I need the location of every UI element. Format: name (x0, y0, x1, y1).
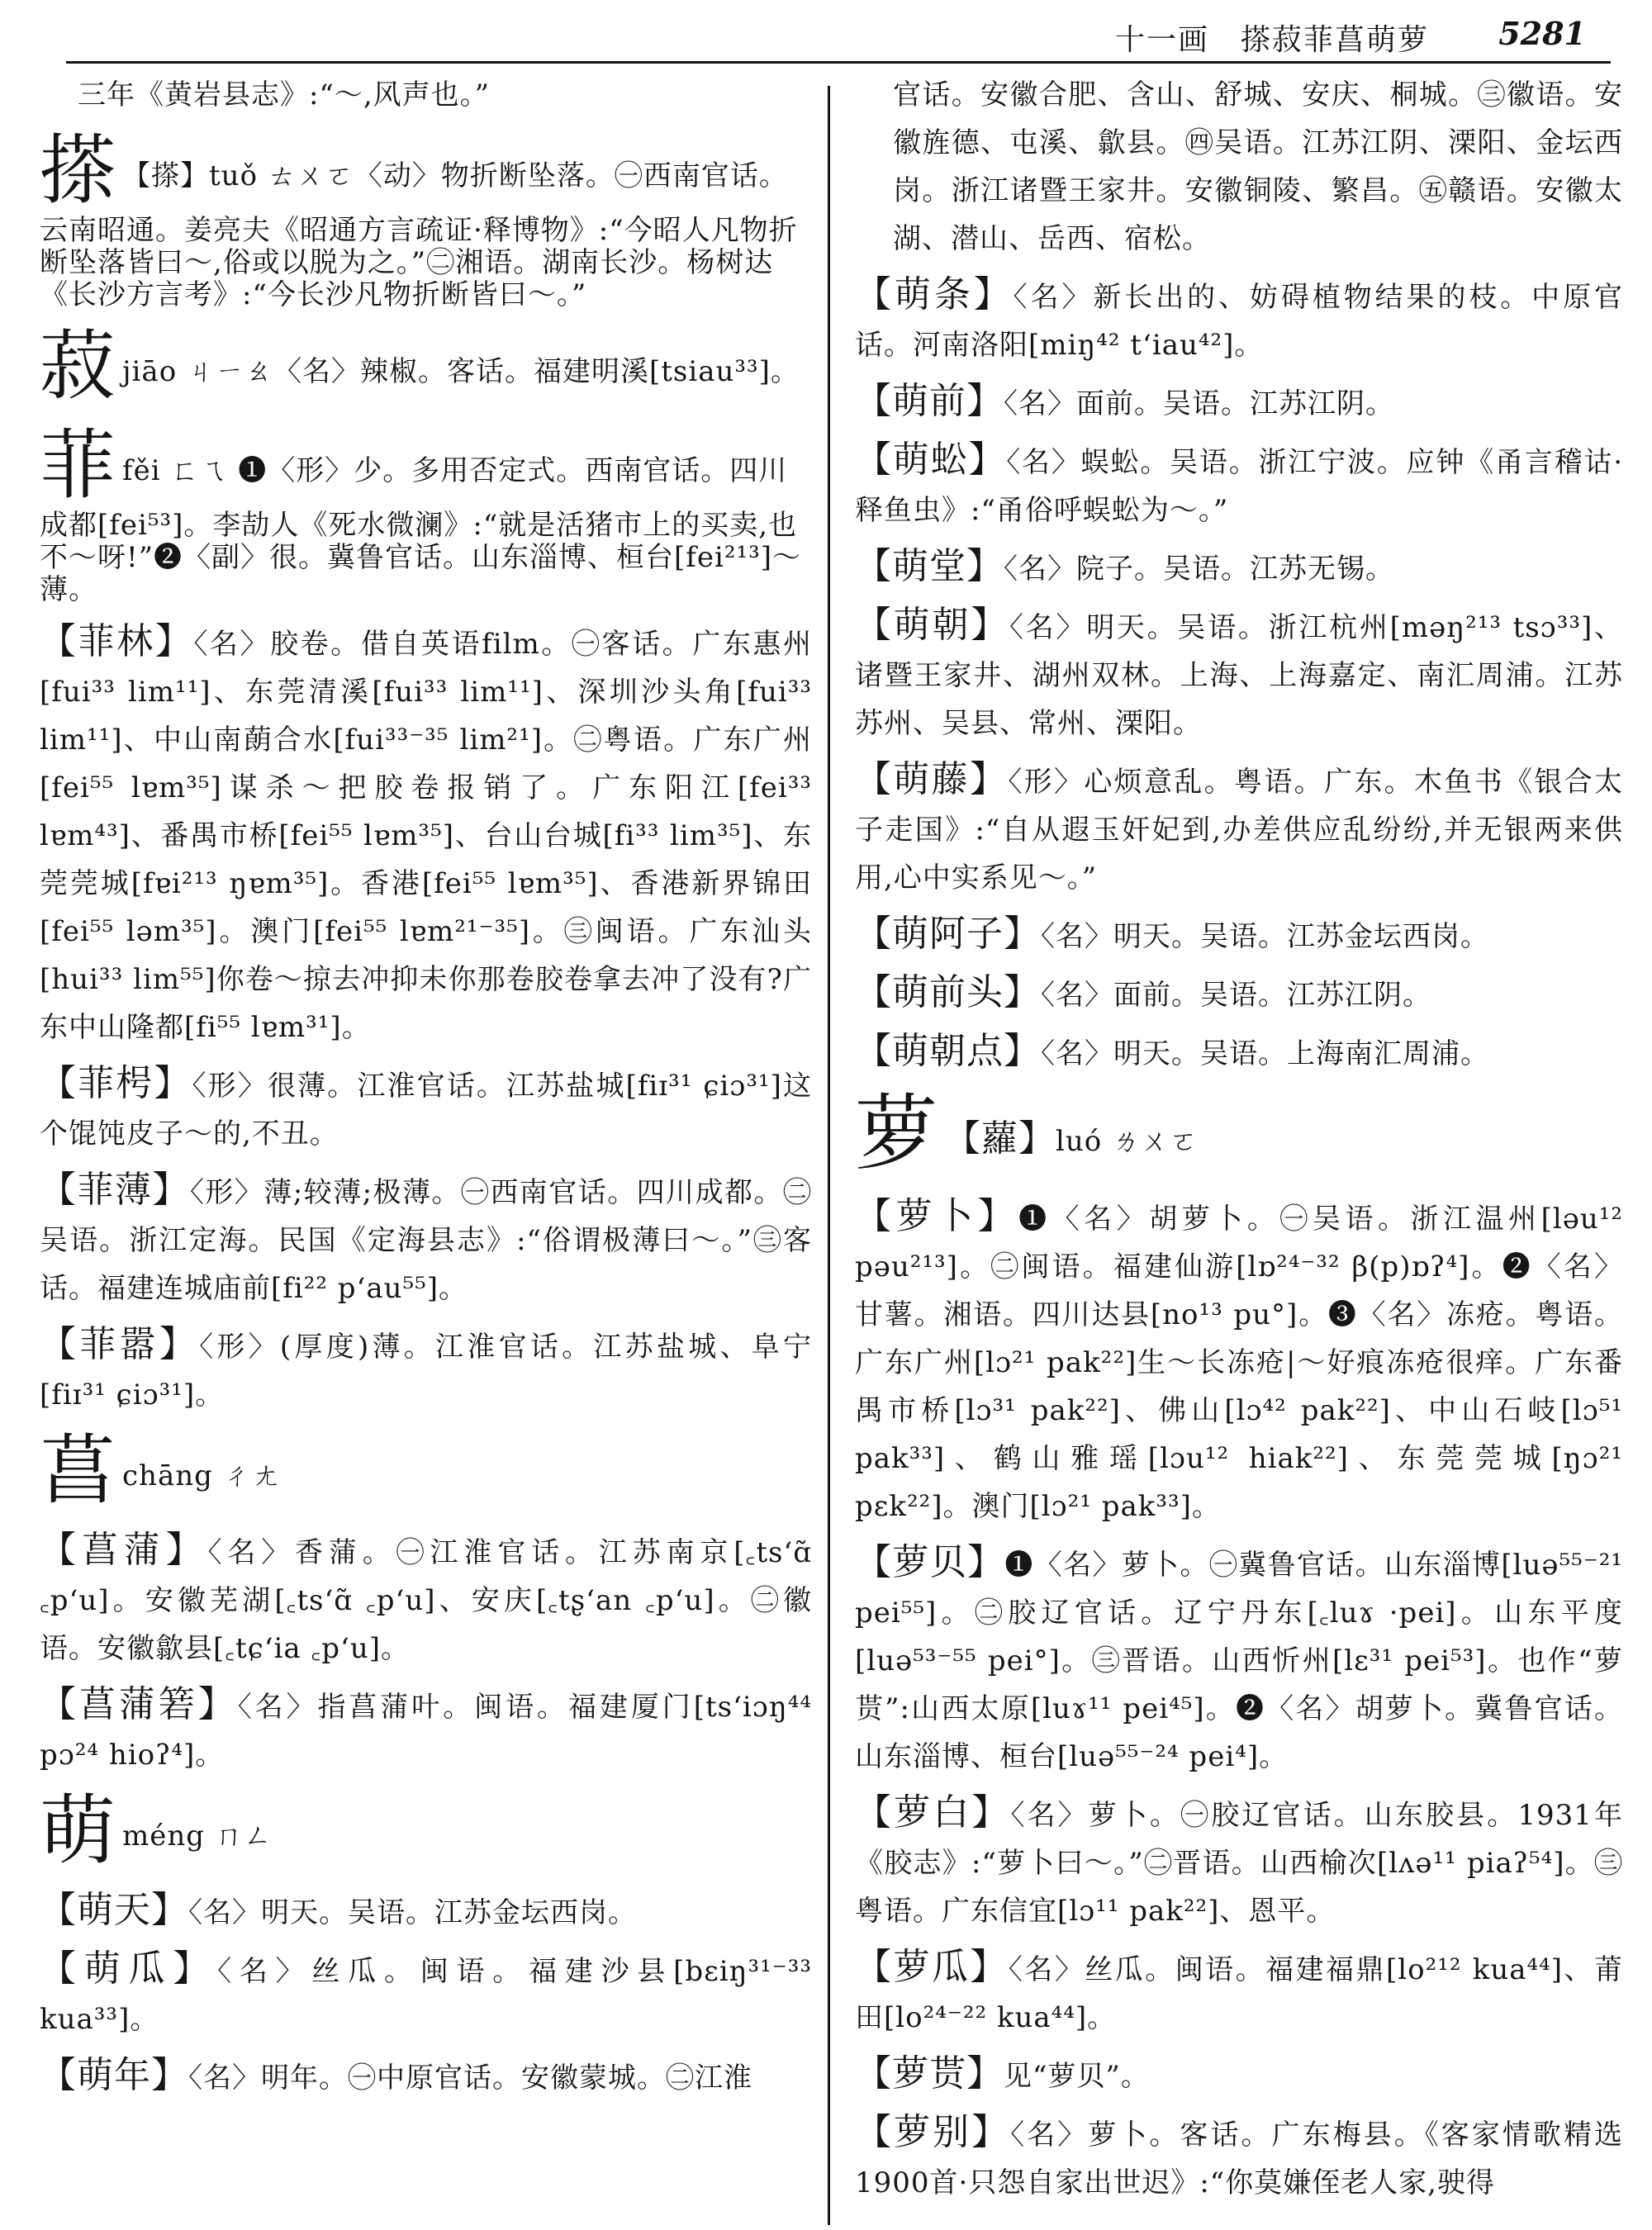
head-character-fei (40, 422, 812, 606)
entry-headword: 【萝别】 (855, 2111, 1011, 2153)
entry-feibao (40, 1166, 812, 1312)
entry-definition: 〈名〉明年。㊀中原官话。安徽蒙城。㊁江淮 (188, 2061, 752, 2095)
entry-luobo (855, 1193, 1623, 1530)
head-character-luo (855, 1086, 1623, 1181)
continuation-text: 官话。安徽合肥、含山、舒城、安庆、桐城。㊂徽语。安徽旌德、屯溪、歙县。㊃吴语。江苏江阴、溧阳、金坛西岗。浙江诸暨王家井。安徽铜陵、繁昌。㊄赣语。安徽太湖、潜山、岳西、宿松。 (893, 78, 1623, 255)
entry-definition: 〈形〉薄;较薄;极薄。㊀西南官话。四川成都。㊁吴语。浙江定海。民国《定海县志》:“俗谓极薄曰～。”㊂客话。福建连城庙前[fi²² pʻau⁵⁵]。 (40, 1175, 812, 1305)
head-definition: méng ㄇㄥ (122, 1819, 273, 1853)
entry-headword: 【萌前】 (855, 380, 1004, 422)
entry-mengnian (40, 2052, 812, 2102)
entry-definition: 〈名〉丝瓜。闽语。福建沙县[bɛiŋ³¹⁻³³ kua³³]。 (40, 1954, 812, 2036)
entry-headword: 【萌年】 (40, 2053, 188, 2096)
entry-luogua (855, 1943, 1623, 2042)
entry-definition: 〈名〉明天。吴语。浙江杭州[məŋ²¹³ tsɔ³³]、诸暨王家井、湖州双林。上海、上海嘉定、南汇周浦。江苏苏州、吴县、常州、溧阳。 (855, 611, 1623, 740)
head-character: 搽 (40, 126, 116, 215)
head-character: 萝 (855, 1085, 938, 1182)
entry-headword: 【萝白】 (855, 1791, 1011, 1834)
entry-headword: 【萌天】 (40, 1888, 188, 1931)
entry-definition: 〈形〉心烦意乱。粤语。广东。木鱼书《银合太子走国》:“自从遐玉奸妃到,办差供应乱纷纷,并无银两来供用,心中实系见～。” (855, 766, 1624, 894)
entry-definition: 〈名〉指菖蒲叶。闽语。福建厦门[tsʻiɔŋ⁴⁴ pɔ²⁴ hioʔ⁴]。 (40, 1690, 812, 1772)
entry-headword: 【菲薄】 (40, 1168, 190, 1211)
entry-definition: 〈名〉面前。吴语。江苏江阴。 (1004, 387, 1394, 420)
entry-headword: 【萌蚣】 (855, 439, 1007, 481)
head-definition (944, 1117, 1199, 1160)
head-definition: chāng ㄔㄤ (122, 1459, 281, 1492)
entry-mengteng (855, 756, 1623, 902)
entry-headword: 【萌朝】 (855, 604, 1009, 646)
entry-headword: 【萌瓜】 (40, 1947, 218, 1990)
entry-mengtang (855, 543, 1623, 593)
entry-definition: 〈名〉香蒲。㊀江淮官话。江苏南京[꜀tsʻɑ̃ ꜀pʻu]。安徽芜湖[꜀tsʻɑ̃ ꜀pʻu]、安庆[꜀tʂʻan ꜀pʻu]。㊁徽语。安徽歙县[꜀tɕʻia ꜀pʻu]。 (40, 1535, 813, 1665)
entry-mengzhao (855, 601, 1623, 747)
entry-headword: 【萌藤】 (855, 758, 1009, 800)
entry-mengzhaodian (855, 1027, 1623, 1078)
entry-definition: 〈名〉萝卜。㊀胶辽官话。山东胶县。1931年《胶志》:“萝卜曰～。”㊁晋语。山西榆次[lʌə¹¹ piaʔ⁵⁴]。㊂粤语。广东信宜[lɔ¹¹ pak²²]、恩平。 (855, 1799, 1623, 1928)
right-column (855, 71, 1623, 2215)
entry-headword: 【萌阿子】 (855, 913, 1041, 955)
entry-headword: 【菖蒲】 (40, 1528, 208, 1571)
entry-definition: 〈名〉明天。吴语。上海南汇周浦。 (1041, 1037, 1489, 1070)
head-definition: fěi ㄈㄟ ❶〈形〉少。多用否定式。西南官话。四川成都[fei⁵³]。李劼人《死水微澜》:“就是活猪市上的买卖,也不～呀!”❷〈副〉很。冀鲁官话。山东淄博、桓台[fei²¹³]～薄。 (40, 453, 802, 606)
entry-changpuzhu (40, 1681, 812, 1779)
entry-definition: 〈形〉很薄。江淮官话。江苏盐城[fiɪ³¹ ɕiɔ³¹]这个馄饨皮子～的,不丑。 (40, 1069, 812, 1151)
head-variant-form: 【蘿】 (944, 1117, 1056, 1160)
entry-mengtian (40, 1886, 812, 1937)
entry-headword: 【菲嚣】 (40, 1322, 200, 1365)
entry-feiqi (40, 1321, 812, 1419)
entry-definition: 〈形〉(厚度)薄。江淮官话。江苏盐城、阜宁[fiɪ³¹ ɕiɔ³¹]。 (40, 1330, 812, 1412)
head-character-jiao (40, 323, 812, 410)
head-character: 菽 (40, 322, 116, 411)
entry-headword: 【菖蒲箬】 (40, 1682, 238, 1725)
entry-definition: 〈名〉新长出的、妨碍植物结果的枝。中原官话。河南洛阳[miŋ⁴² tʻiau⁴²]。 (855, 281, 1624, 362)
entry-changpu (40, 1526, 812, 1672)
page-header (66, 0, 1611, 64)
section-title: 十一画 搽菽菲菖萌萝 (1114, 23, 1429, 57)
entry-definition: 〈名〉明天。吴语。江苏金坛西岗。 (188, 1896, 637, 1929)
entry-definition: 〈名〉胶卷。借自英语film。㊀客话。广东惠州[fui³³ lim¹¹]、东莞清溪[fui³³ lim¹¹]、深圳沙头角[fui³³ lim¹¹]、中山南蓢合水[fui³³⁻³⁵ lim²¹]。㊁粤语。广东广州[fei⁵⁵ lɐm³⁵]谋杀～把胶卷报销了。广东阳江[fei³³ lɐm⁴³]、番禺市桥[fei⁵⁵ lɐm³⁵]、台山台城[fi³³ lim³⁵]、东莞莞城[fɐi²¹³ ŋɐm³⁵]。香港[fei⁵⁵ lɐm³⁵]、香港新界锦田[fei⁵⁵ ləm³⁵]。澳门[fei⁵⁵ lɐm²¹⁻³⁵]。㊂闽语。广东汕头[hui³³ lim⁵⁵]你卷～掠去冲抑未你那卷胶卷拿去冲了没有?广东中山隆都[fi⁵⁵ lɐm³¹]。 (40, 627, 813, 1044)
entry-definition: 〈名〉萝卜。客话。广东梅县。《客家情歌精选1900首·只怨自家出世迟》:“你莫嫌侄老人家,驶得 (855, 2118, 1624, 2199)
entry-headword: 【萝卜】 (855, 1195, 1019, 1237)
entry-headword: 【萝瓜】 (855, 1946, 1009, 1988)
head-character-chang (40, 1427, 812, 1515)
continuation-text: 三年《黄岩县志》:“～,风声也。” (78, 78, 491, 112)
entry-headword: 【萝贝】 (855, 1541, 1005, 1583)
entry-definition: 〈名〉院子。吴语。江苏无锡。 (1004, 553, 1394, 586)
entry-headword: 【萌条】 (855, 273, 1014, 316)
entry-menggong (855, 436, 1623, 534)
entry-luobie (855, 2109, 1623, 2207)
entry-mengqian (855, 377, 1623, 428)
left-column (40, 71, 812, 2110)
entry-feilin (40, 618, 812, 1051)
page-number: 5281 (1498, 15, 1586, 52)
entry-mengqiantou (855, 969, 1623, 1019)
head-pronunciation: luó ㄌㄨㄛ (1056, 1125, 1199, 1158)
entry-mengua (40, 1945, 812, 2043)
head-definition: jiāo ㄐㄧㄠ〈名〉辣椒。客话。福建明溪[tsiau³³]。 (122, 355, 800, 389)
entry-luobei (855, 1539, 1623, 1781)
entry-definition: 〈名〉蜈蚣。吴语。浙江宁波。应钟《甬言稽诂·释鱼虫》:“甬俗呼蜈蚣为～。” (855, 446, 1623, 527)
head-character-tuo (40, 127, 812, 311)
head-character: 萌 (40, 1786, 116, 1875)
entry-headword: 【菲林】 (40, 619, 194, 662)
entry-luobai (855, 1789, 1623, 1935)
entry-headword: 【萌堂】 (855, 545, 1004, 587)
entry-definition: ❶〈名〉胡萝卜。㊀吴语。浙江温州[ləu¹² pəu²¹³]。㊁闽语。福建仙游[lɒ²⁴⁻³² β(p)ɒʔ⁴]。❷〈名〉甘薯。湘语。四川达县[no¹³ pu°]。❸〈名〉冻疮。粤语。广东广州[lɔ²¹ pak²²]生～长冻疮|～好痕冻疮很痒。广东番禺市桥[lɔ³¹ pak²²]、佛山[lɔ⁴² pak²²]、中山石岐[lɔ⁵¹ pak³³]、鹤山雅瑶[lɔu¹² hiak²²]、东莞莞城[ŋɔ²¹ pɛk²²]。澳门[lɔ²¹ pak³³]。 (855, 1203, 1624, 1523)
head-character-meng (40, 1787, 812, 1875)
entry-definition: 〈名〉面前。吴语。江苏江阴。 (1041, 979, 1431, 1012)
entry-definition: ❶〈名〉萝卜。㊀冀鲁官话。山东淄博[luə⁵⁵⁻²¹ pei⁵⁵]。㊁胶辽官话。辽宁丹东[꜀luɤ ·pei]。山东平度[luə⁵³⁻⁵⁵ pei°]。㊂晋语。山西忻州[lɛ³¹ pei⁵³]。也作“萝贳”:山西太原[luɤ¹¹ pei⁴⁵]。❷〈名〉胡萝卜。冀鲁官话。山东淄博、桓台[luə⁵⁵⁻²⁴ pei⁴]。 (855, 1549, 1623, 1773)
head-character: 菖 (40, 1426, 116, 1515)
entry-headword: 【萝贳】 (855, 2052, 1004, 2095)
entry-mengtiao (855, 271, 1623, 369)
entry-mengazi (855, 910, 1623, 961)
entry-headword: 【萌朝点】 (855, 1030, 1041, 1072)
entry-definition: 见“萝贝”。 (1004, 2060, 1150, 2093)
entry-definition: 〈名〉明天。吴语。江苏金坛西岗。 (1041, 920, 1489, 953)
entry-headword: 【萌前头】 (855, 971, 1041, 1013)
entry-headword: 【菲枵】 (40, 1061, 192, 1104)
head-definition: 【搽】tuǒ ㄊㄨㄛ〈动〉物折断坠落。㊀西南官话。云南昭通。姜亮夫《昭通方言疏证·释博物》:“今昭人凡物折断坠落皆曰～,俗或以脱为之。”㊁湘语。湖南长沙。杨树达《长沙方言考》:“今长沙凡物折断皆曰～。” (40, 159, 798, 311)
column-divider (828, 86, 830, 2225)
head-character: 菲 (40, 420, 116, 510)
entry-feiqiao (40, 1060, 812, 1158)
entry-definition: 〈名〉丝瓜。闽语。福建福鼎[lo²¹² kua⁴⁴]、莆田[lo²⁴⁻²² kua⁴⁴]。 (855, 1953, 1624, 2034)
entry-luobei2 (855, 2050, 1623, 2100)
